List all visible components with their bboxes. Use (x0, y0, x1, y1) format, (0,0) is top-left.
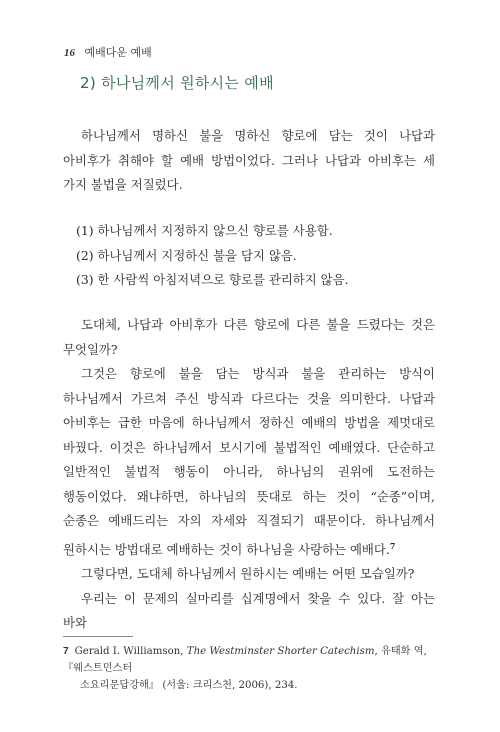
footnote-text: , 유태화 역, 『웨스트민스터 (63, 646, 427, 674)
running-head (64, 44, 152, 60)
page-number: 16 (64, 47, 75, 59)
footnote-divider (63, 636, 133, 637)
footnote (63, 643, 435, 694)
paragraph: 우리는 이 문제의 실마리를 십계명에서 찾을 수 있다. 잘 아는 바와 (63, 590, 435, 631)
footnote-number: 7 (63, 646, 69, 657)
paragraph: 하나님께서 명하신 불을 명하신 향로에 담는 것이 나답과 아비후가 취해야 할 예배 방법이었다. 그러나 나답과 아비후는 세 가지 불법을 저질렀다. (63, 128, 435, 192)
list-item: (3) 한 사람씩 아침저녁으로 향로를 관리하지 않음. (76, 272, 349, 288)
paragraph: 도대체, 나답과 아비후가 다른 향로에 다른 불을 드렸다는 것은 무엇일까? (63, 317, 435, 357)
paragraph-block-1 (63, 124, 435, 198)
paragraph-with-footnote (63, 362, 435, 562)
footnote-author: Gerald I. Williamson, (74, 646, 184, 657)
list-item: (1) 하나님께서 지정하지 않으신 향로를 사용함. (76, 223, 333, 238)
footnote-book-title: The Westminster Shorter Catechism (186, 646, 375, 657)
list-item: (2) 하나님께서 지정하신 불을 담지 않음. (76, 247, 297, 263)
footnote-text-line2: 소요리문답강해』 (서울: 크리스천, 2006), 234. (80, 680, 298, 691)
violation-list (76, 219, 349, 293)
paragraph: 그렇다면, 도대체 하나님께서 원하시는 예배는 어떤 모습일까? (81, 566, 415, 582)
footnote-reference[interactable]: 7 (389, 540, 396, 551)
book-title: 예배다운 예배 (84, 46, 152, 59)
section-title: 2) 하나님께서 원하시는 예배 (80, 74, 274, 92)
paragraph-text: 그것은 향로에 불을 담는 방식과 불을 관리하는 방식이 하나님께서 가르쳐 주신 방식과 다르다는 것을 의미한다. 나답과 아비후는 급한 마음에 하나님께서 정하신 예배의 방법을 제멋대로 바꿨다. 이것은 하나님께서 보시기에 불법적인 예배였다. 단순하고 일반적인 불법적 행동이 아니라, 하나님의 권위에 도전하는 행동이었다. 왜냐하면, 하나님의 뜻대로 하는 것이 “순종”이며, 순종은 예배드리는 자의 자세와 직결되기 때문이다. 하나님께서 원하시는 방법대로 예배하는 것이 하나님을 사랑하는 예배다. (63, 366, 435, 557)
paragraph-block-2 (63, 313, 435, 636)
